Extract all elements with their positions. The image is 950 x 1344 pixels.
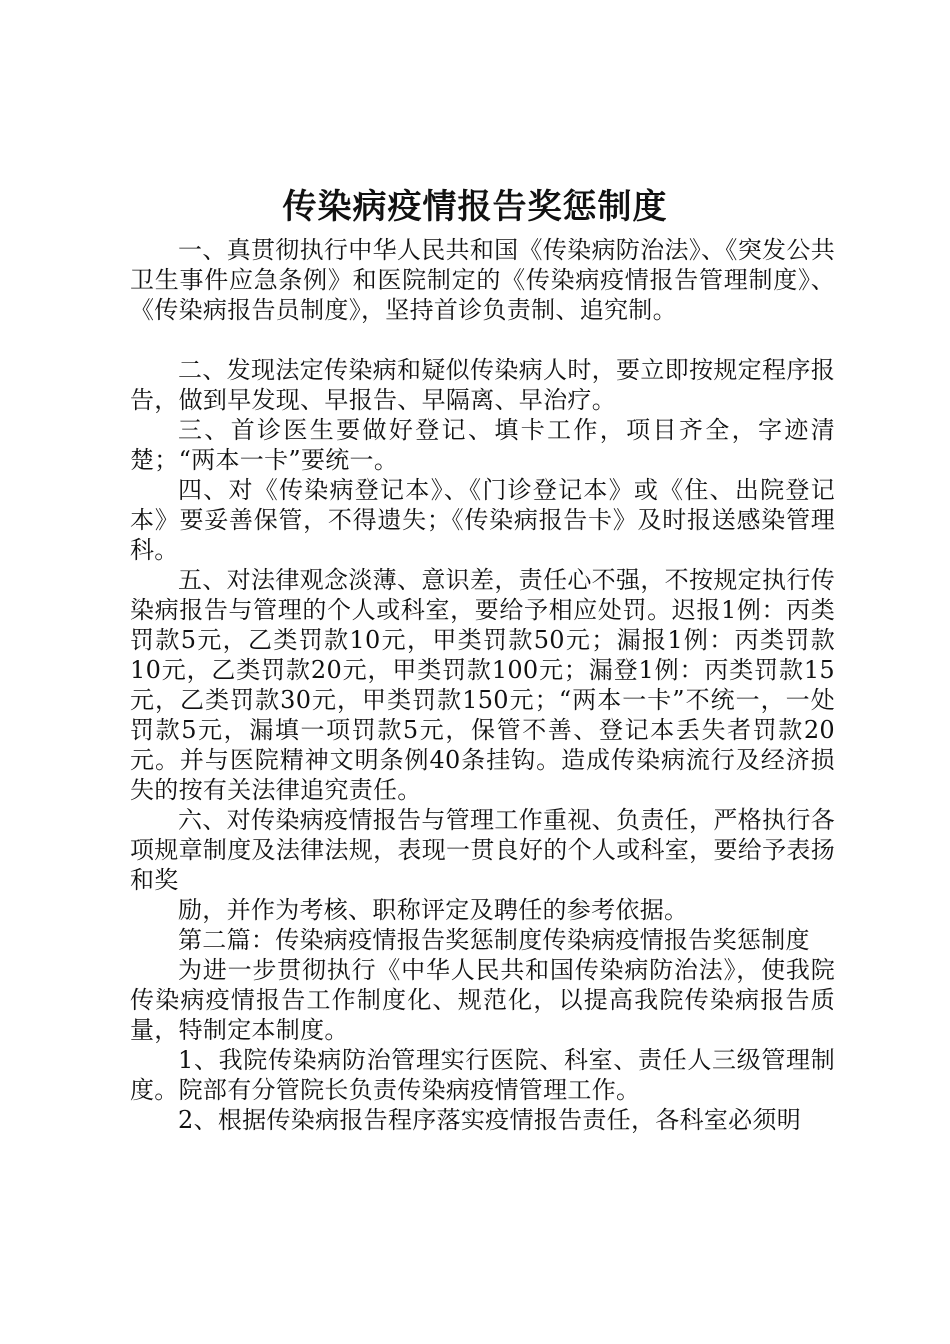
paragraph-2: 二、发现法定传染病和疑似传染病人时，要立即按规定程序报告，做到早发现、早报告、早隔离、早治疗。 [130,356,835,414]
paragraph-3: 三、首诊医生要做好登记、填卡工作，项目齐全，字迹清楚；“两本一卡”要统一。 [130,416,835,474]
section-heading-second-part: 第二篇：传染病疫情报告奖惩制度传染病疫情报告奖惩制度 [178,926,810,954]
paragraph-1: 一、真贯彻执行中华人民共和国《传染病防治法》、《突发公共卫生事件应急条例》和医院制定的《传染病疫情报告管理制度》、《传染病报告员制度》，坚持首诊负责制、追究制。 [130,236,835,324]
paragraph-4: 四、对《传染病登记本》、《门诊登记本》或《住、出院登记本》要妥善保管，不得遗失；《传染病报告卡》及时报送感染管理科。 [130,476,835,564]
paragraph-6-continued: 励，并作为考核、职称评定及聘任的参考依据。 [178,896,689,924]
document-body [130,235,835,1135]
list-item-2: 2、根据传染病报告程序落实疫情报告责任，各科室必须明 [178,1106,802,1134]
paragraph-intro: 为进一步贯彻执行《中华人民共和国传染病防治法》，使我院传染病疫情报告工作制度化、规范化，以提高我院传染病报告质量，特制定本制度。 [130,956,835,1044]
paragraph-5: 五、对法律观念淡薄、意识差，责任心不强，不按规定执行传染病报告与管理的个人或科室，要给予相应处罚。迟报1例：丙类罚款5元，乙类罚款10元，甲类罚款50元；漏报1例：丙类罚款10元，乙类罚款20元，甲类罚款100元；漏登1例：丙类罚款15元，乙类罚款30元，甲类罚款150元；“两本一卡”不统一，一处罚款5元，漏填一项罚款5元，保管不善、登记本丢失者罚款20元。并与医院精神文明条例40条挂钩。造成传染病流行及经济损失的按有关法律追究责任。 [130,566,835,804]
paragraph-6: 六、对传染病疫情报告与管理工作重视、负责任，严格执行各项规章制度及法律法规，表现一贯良好的个人或科室，要给予表扬和奖 [130,806,835,894]
list-item-1: 1、我院传染病防治管理实行医院、科室、责任人三级管理制度。院部有分管院长负责传染病疫情管理工作。 [130,1046,835,1104]
document-title: 传染病疫情报告奖惩制度 [282,187,668,227]
